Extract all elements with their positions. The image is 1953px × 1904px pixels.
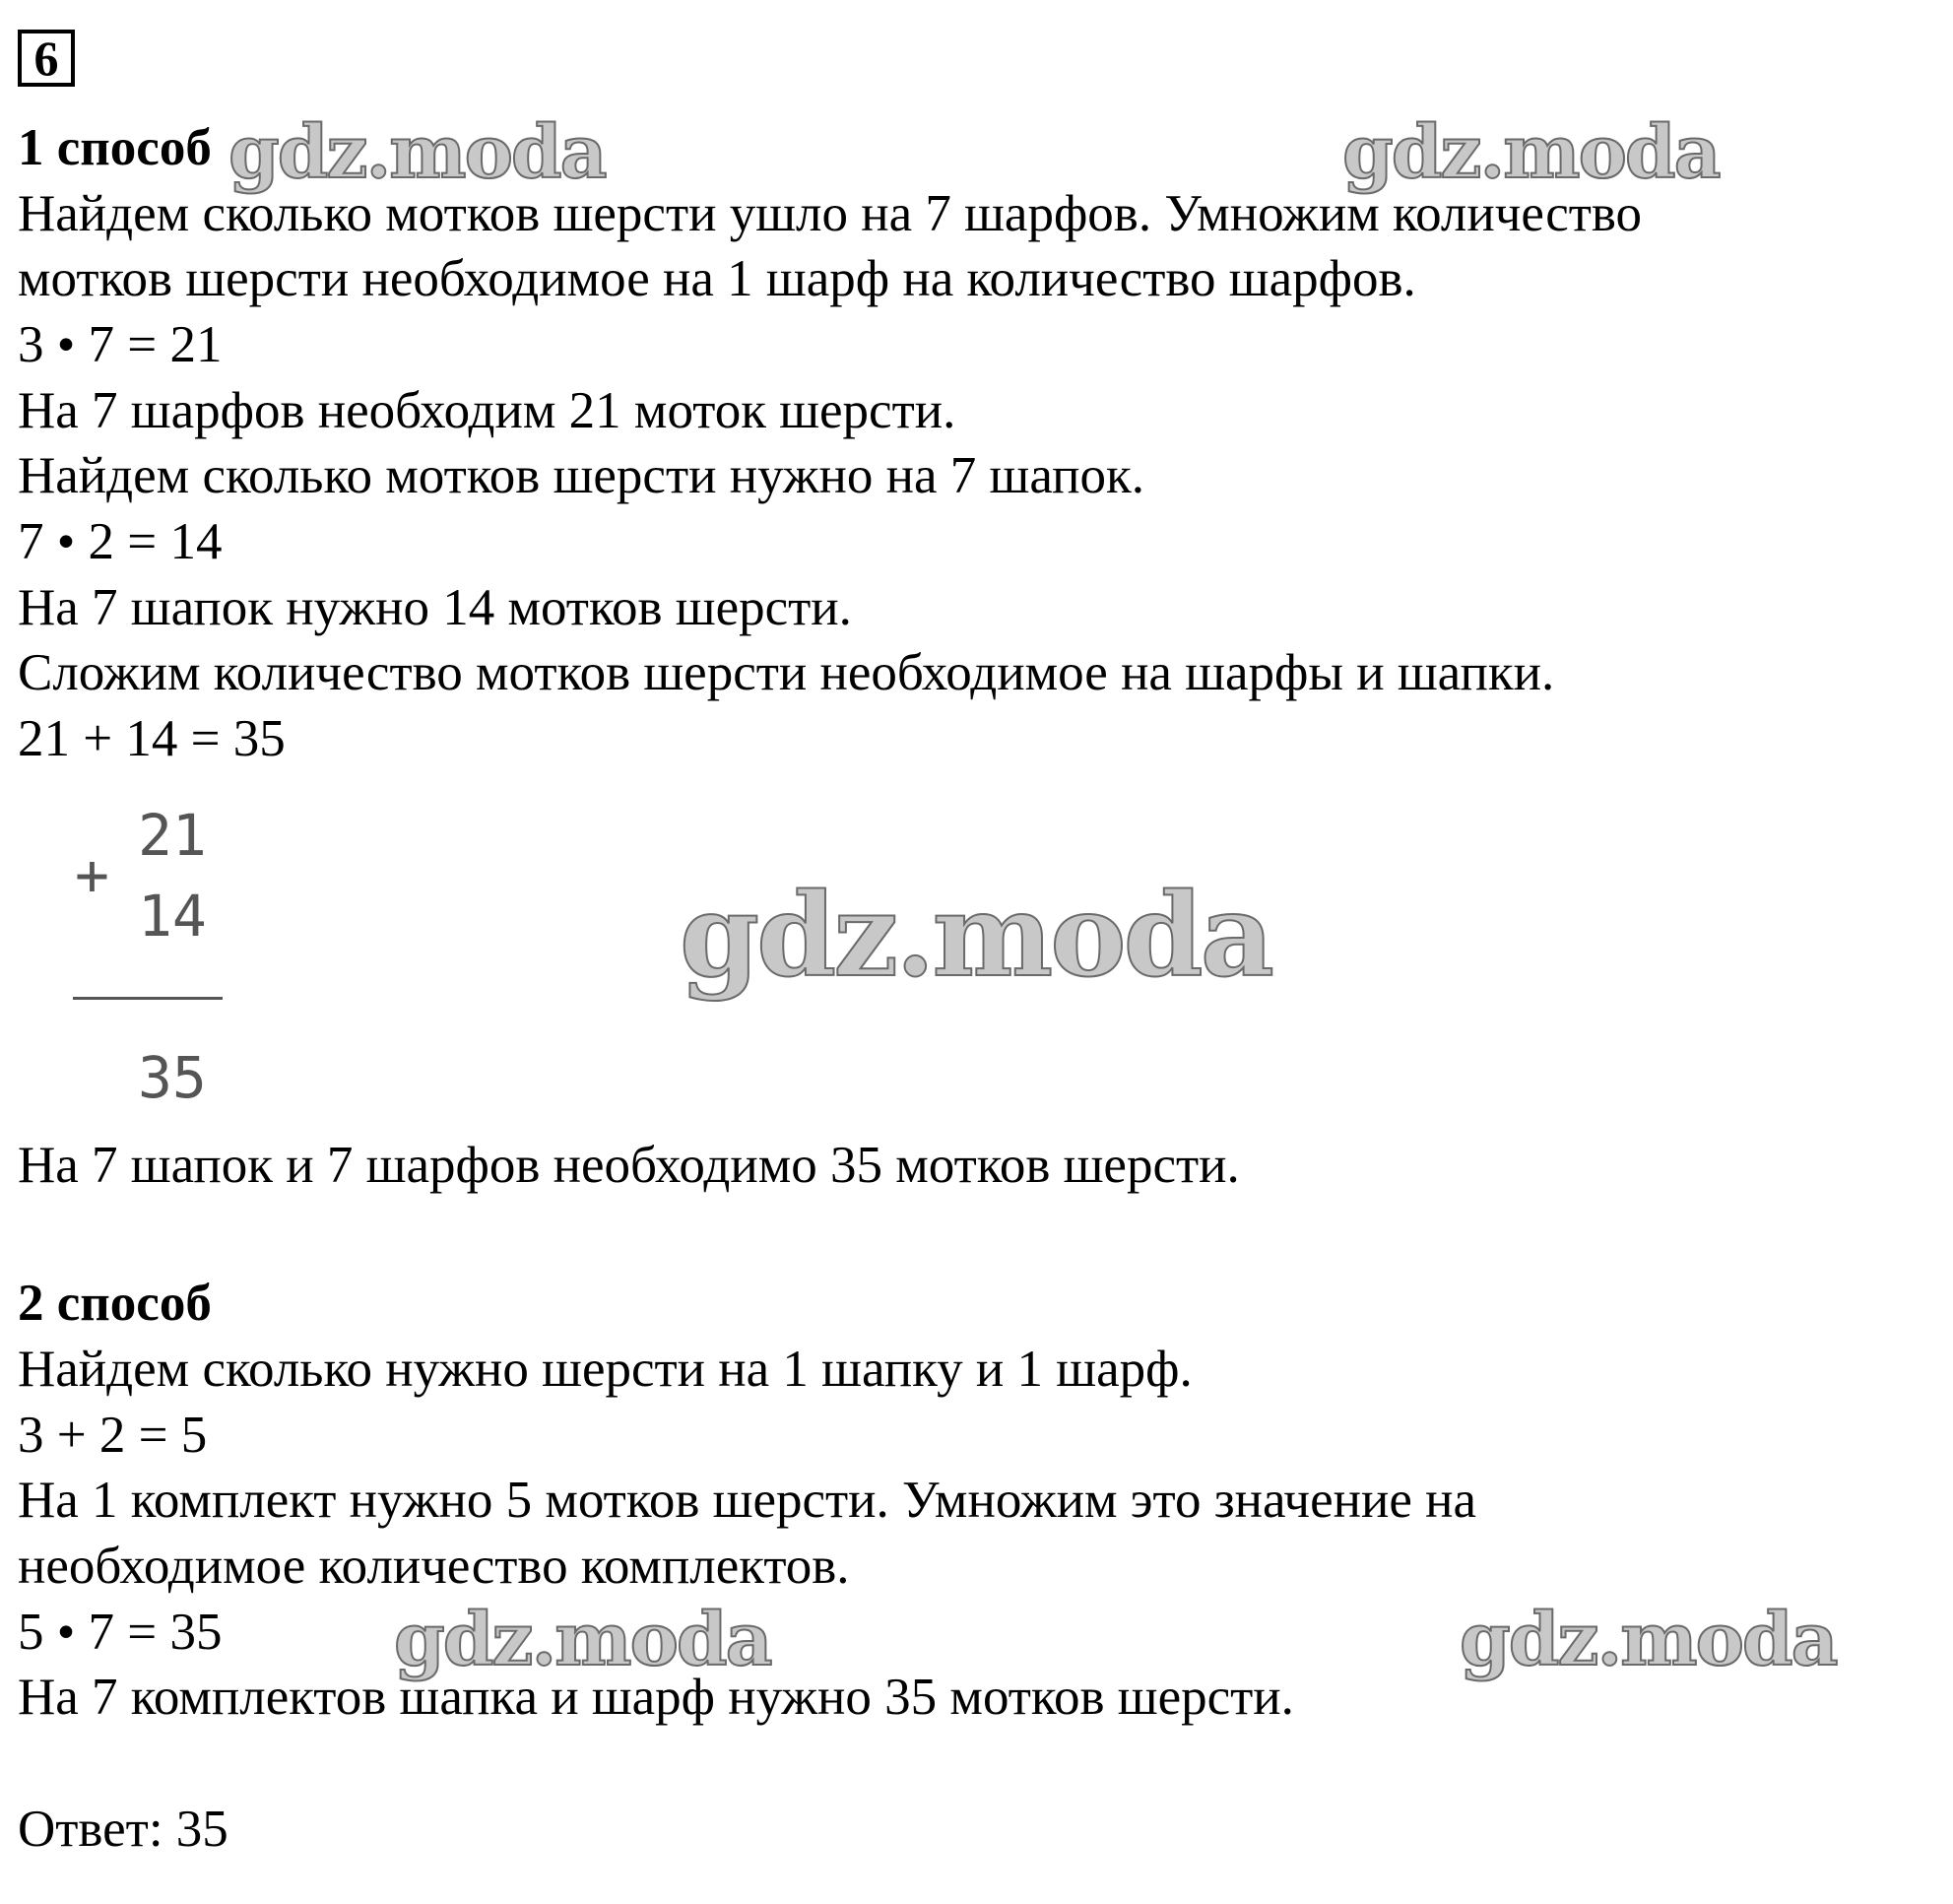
method1-line-6: 7 • 2 = 14 [18,513,223,570]
method1-title: 1 способ [18,119,212,176]
method1-line-2: мотков шерсти необходимое на 1 шарф на количество шарфов. [18,250,1416,307]
watermark-1: gdz.moda [228,110,606,195]
method1-line-5: Найдем сколько мотков шерсти нужно на 7 шапок. [18,447,1145,504]
task-number: 6 [33,31,59,86]
addition-top-number: 21 [138,802,207,869]
method2-title: 2 способ [18,1275,212,1332]
method2-line-6: На 7 комплектов шапка и шарф нужно 35 мотков шерсти. [18,1669,1294,1726]
method1-line-4: На 7 шарфов необходим 21 моток шерсти. [18,382,956,439]
watermark-5: gdz.moda [1460,1598,1837,1682]
method2-line-4: необходимое количество комплектов. [18,1538,850,1595]
method2-line-2: 3 + 2 = 5 [18,1407,208,1464]
method2-line-3: На 1 комплект нужно 5 мотков шерсти. Умножим это значение на [18,1472,1476,1529]
method2-line-5: 5 • 7 = 35 [18,1604,223,1661]
method1-line-7: На 7 шапок нужно 14 мотков шерсти. [18,579,852,636]
method1-line-9: 21 + 14 = 35 [18,710,286,767]
watermark-2: gdz.moda [1342,110,1720,195]
answer: Ответ: 35 [18,1801,228,1858]
addition-rule [73,997,223,1000]
method1-line-8: Сложим количество мотков шерсти необходимое на шарфы и шапки. [18,644,1555,701]
addition-result: 35 [138,1044,207,1111]
method1-line-3: 3 • 7 = 21 [18,316,223,373]
addition-bottom-number: 14 [138,883,207,950]
watermark-3: gdz.moda [680,869,1271,1003]
addition-operator: + [75,841,109,908]
watermark-4: gdz.moda [394,1598,771,1682]
method2-line-1: Найдем сколько нужно шерсти на 1 шапку и 1 шарф. [18,1341,1193,1398]
task-number-box [18,30,75,87]
method1-conclusion: На 7 шапок и 7 шарфов необходимо 35 мотков шерсти. [18,1137,1240,1194]
method1-line-1: Найдем сколько мотков шерсти ушло на 7 шарфов. Умножим количество [18,185,1643,242]
